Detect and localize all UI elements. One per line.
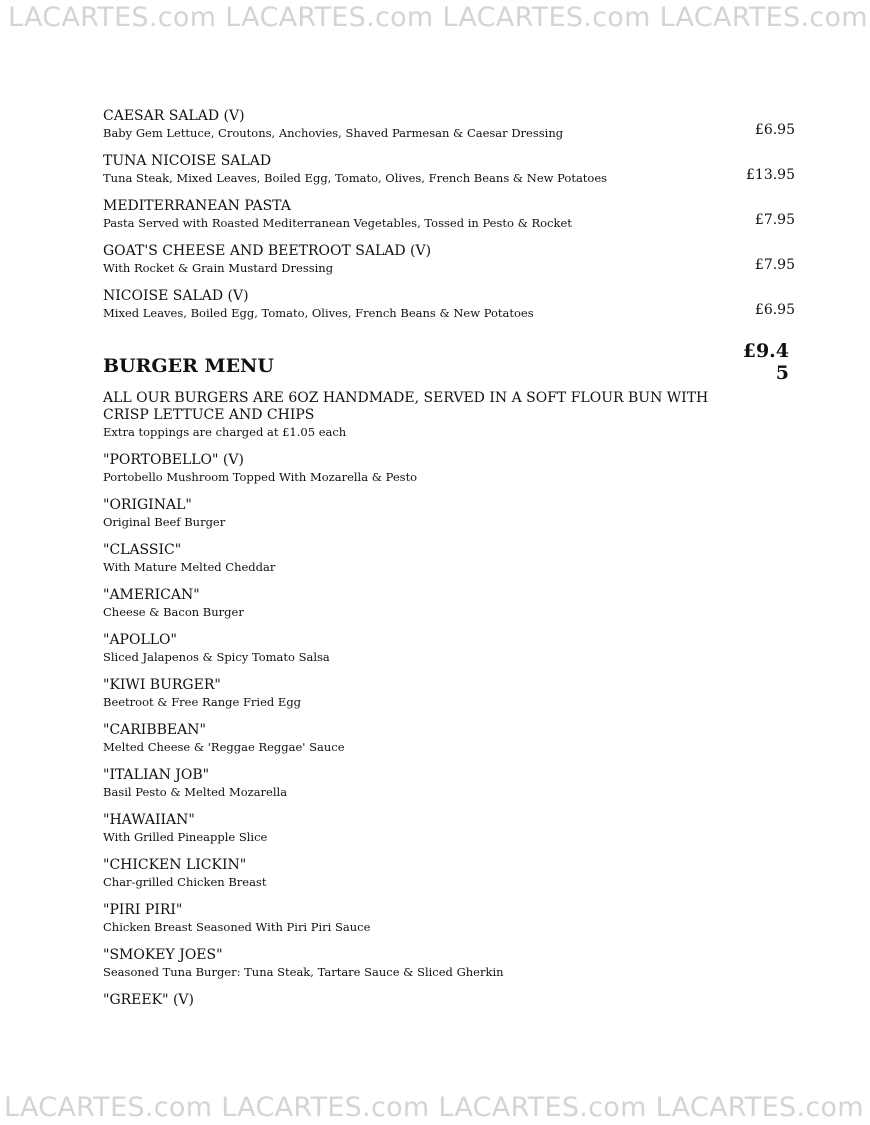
- item-price: £7.95: [754, 257, 795, 273]
- item-name: "CHICKEN LICKIN": [103, 857, 247, 873]
- menu-item: [103, 587, 803, 621]
- item-description: Sliced Jalapenos & Spicy Tomato Salsa: [103, 650, 330, 664]
- menu-item: [103, 288, 803, 322]
- menu-item: [103, 812, 803, 846]
- item-price: £6.95: [754, 302, 795, 318]
- item-price: £7.95: [754, 212, 795, 228]
- menu-item: [103, 632, 803, 666]
- menu-item: [103, 198, 803, 232]
- item-description: Basil Pesto & Melted Mozarella: [103, 785, 288, 799]
- menu-item: [103, 947, 803, 981]
- item-name: GOAT'S CHEESE AND BEETROOT SALAD (V): [103, 243, 432, 259]
- burger-intro: [103, 390, 803, 441]
- menu-item: [103, 153, 803, 187]
- burger-list: [103, 452, 803, 1009]
- burger-intro-text: ALL OUR BURGERS ARE 6OZ HANDMADE, SERVED IN A SOFT FLOUR BUN WITH CRISP LETTUCE AND CHIPS: [103, 390, 709, 423]
- menu-item: [103, 992, 803, 1009]
- burger-section-header: [103, 340, 803, 390]
- section-price: [739, 340, 789, 384]
- item-description: With Mature Melted Cheddar: [103, 560, 276, 574]
- item-name: "KIWI BURGER": [103, 677, 221, 693]
- item-name: NICOISE SALAD (V): [103, 288, 249, 304]
- section-price-line1: £9.4: [742, 340, 789, 362]
- menu-item: [103, 722, 803, 756]
- item-name: "HAWAIIAN": [103, 812, 195, 828]
- item-description: Cheese & Bacon Burger: [103, 605, 244, 619]
- watermark-bottom: LACARTES.com LACARTES.com LACARTES.com LACARTES.com: [4, 1092, 864, 1123]
- menu-item: [103, 857, 803, 891]
- item-description: Seasoned Tuna Burger: Tuna Steak, Tartare Sauce & Sliced Gherkin: [103, 965, 504, 979]
- item-price: £13.95: [746, 167, 795, 183]
- item-name: "CARIBBEAN": [103, 722, 206, 738]
- toppings-note: Extra toppings are charged at £1.05 each: [103, 425, 347, 439]
- item-description: Melted Cheese & 'Reggae Reggae' Sauce: [103, 740, 345, 754]
- menu-item: [103, 767, 803, 801]
- menu-item: [103, 452, 803, 486]
- salad-list: [103, 108, 803, 322]
- item-name: "ITALIAN JOB": [103, 767, 210, 783]
- item-name: "PIRI PIRI": [103, 902, 183, 918]
- section-title: BURGER MENU: [103, 355, 274, 377]
- item-description: Char-grilled Chicken Breast: [103, 875, 267, 889]
- menu-item: [103, 108, 803, 142]
- menu-item: [103, 902, 803, 936]
- item-description: With Rocket & Grain Mustard Dressing: [103, 261, 334, 275]
- menu-page: [103, 108, 803, 1020]
- menu-item: [103, 677, 803, 711]
- item-description: Baby Gem Lettuce, Croutons, Anchovies, Shaved Parmesan & Caesar Dressing: [103, 126, 564, 140]
- watermark-top: LACARTES.com LACARTES.com LACARTES.com LACARTES.com: [8, 2, 868, 33]
- item-price: £6.95: [754, 122, 795, 138]
- item-description: Chicken Breast Seasoned With Piri Piri Sauce: [103, 920, 371, 934]
- item-name: "GREEK" (V): [103, 992, 194, 1008]
- menu-item: [103, 497, 803, 531]
- item-name: CAESAR SALAD (V): [103, 108, 245, 124]
- item-description: Portobello Mushroom Topped With Mozarella & Pesto: [103, 470, 418, 484]
- item-description: Mixed Leaves, Boiled Egg, Tomato, Olives, French Beans & New Potatoes: [103, 306, 534, 320]
- menu-item: [103, 243, 803, 277]
- item-name: "SMOKEY JOES": [103, 947, 223, 963]
- item-description: Tuna Steak, Mixed Leaves, Boiled Egg, Tomato, Olives, French Beans & New Potatoes: [103, 171, 608, 185]
- menu-item: [103, 542, 803, 576]
- item-name: "AMERICAN": [103, 587, 200, 603]
- item-description: Beetroot & Free Range Fried Egg: [103, 695, 302, 709]
- item-name: "CLASSIC": [103, 542, 182, 558]
- item-description: With Grilled Pineapple Slice: [103, 830, 268, 844]
- item-name: "ORIGINAL": [103, 497, 192, 513]
- item-name: MEDITERRANEAN PASTA: [103, 198, 291, 214]
- item-description: Pasta Served with Roasted Mediterranean Vegetables, Tossed in Pesto & Rocket: [103, 216, 572, 230]
- item-name: "PORTOBELLO" (V): [103, 452, 244, 468]
- item-name: TUNA NICOISE SALAD: [103, 153, 272, 169]
- item-name: "APOLLO": [103, 632, 177, 648]
- item-description: Original Beef Burger: [103, 515, 226, 529]
- section-price-line2: 5: [775, 362, 789, 384]
